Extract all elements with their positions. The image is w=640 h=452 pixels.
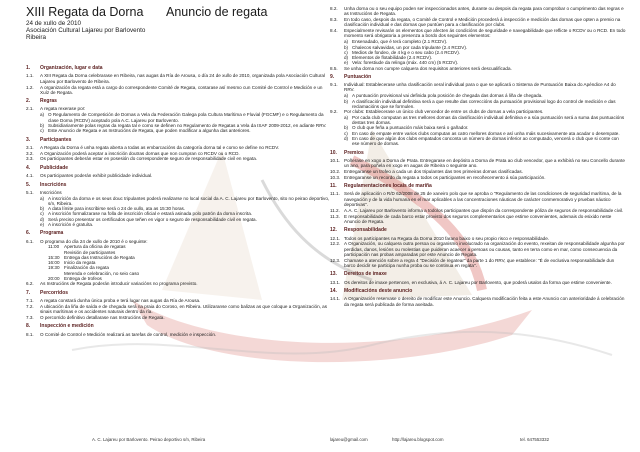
clause xyxy=(26,85,330,96)
clause-text: A Organización poderá aceptar a inscrición doutras dornas que non cumpran co RCDV ou o RCD. xyxy=(40,150,240,156)
clause-text: A ubicación da liña de saída e de chegada será na praia do Coroso, en Ribeira. Utilizaranse como balizas as que coloque a Organización, as sinais marítimas e os accidentes naturais dentro da ría. xyxy=(40,303,328,314)
section-title: Publicidade xyxy=(40,164,69,171)
subclause-text: A data límite para inscribirse será o 24 de xullo, ata as 15:30 horas. xyxy=(48,206,186,212)
left-column-sections xyxy=(26,66,330,337)
right-column-sections xyxy=(330,6,626,307)
subclause-text: O Regulamento de Competición de Dornas a Vela da Federación Galega pola Cultura Marítima e Fluvial (FGCMF) e o Regulamento da clase Dorna (RCDV) aceptado pola A.C. Lajareu por Barlovento. xyxy=(48,112,324,123)
schedule-event: Apertura da oficina de regatas xyxy=(64,244,126,250)
section-number: 10. xyxy=(330,149,337,156)
subclause-text: Elementos de flotabilidade (2.4 RCDV). xyxy=(352,55,433,61)
section-title: Puntuación xyxy=(344,73,372,80)
section-heading xyxy=(330,228,626,233)
clause-text: Chamase a atención sobre a regra 4 "Decisión de regatear" da parte 1 do RRV, que establece: "É de exclusiva responsabilidade dun barco decidir se participa nunha proba ou se continua en regata". xyxy=(344,257,615,269)
section-number: 1. xyxy=(26,65,31,72)
clause xyxy=(26,239,330,244)
section-number: 11. xyxy=(330,183,337,190)
section-number: 7. xyxy=(26,289,31,296)
schedule-event: Revisión de participantes xyxy=(64,249,116,255)
clause-number: 7.1. xyxy=(26,297,34,303)
clause xyxy=(330,258,626,269)
schedule-event: Finalización da regata xyxy=(64,265,109,271)
clause xyxy=(26,332,330,337)
clause-number: 5.1. xyxy=(26,189,34,195)
subclause-letter: b) xyxy=(344,125,349,131)
section-title: Inscricións xyxy=(40,181,67,188)
clause-text: En todo caso, despois da regata, o Comité de Control e Medición procederá á inspección e medición das dornas que opten a premio na clasificación individual e das dornas que puntúen para a clasificación por clubs. xyxy=(344,17,621,28)
subclause-letter: b) xyxy=(344,44,349,50)
subclause xyxy=(40,196,330,207)
clause-number: 10.3. xyxy=(330,174,341,180)
subclause-letter: a) xyxy=(40,195,45,201)
section-heading xyxy=(26,231,330,236)
document-header xyxy=(26,6,330,62)
clause xyxy=(330,175,626,180)
clause xyxy=(330,296,626,307)
subclause-text: Vela: forestiude da relinga (máx. 440 cm) (5 RCDV). xyxy=(352,60,459,66)
clause-text: A Regata da Dorna é unha regata aberta a todas as embarcacións da categoría dorna tal e como se define no RCDV. xyxy=(40,144,280,150)
clause-number: 10.1. xyxy=(330,157,341,163)
clause xyxy=(330,241,626,257)
clause xyxy=(26,106,330,111)
footer-phone: tel. 647553332 xyxy=(520,437,550,442)
section-number: 3. xyxy=(26,136,31,143)
subclause-text: En caso de que algún dos clubs empatados conconta un número de dornas inferior ao computado, vencerá o club que si conte con ese número de dornas. xyxy=(352,135,619,147)
section-heading xyxy=(26,66,330,71)
subclause xyxy=(40,222,330,227)
schedule-time: 19:30 xyxy=(48,265,60,271)
clause xyxy=(330,236,626,241)
left-column xyxy=(26,6,330,337)
subclause-text: O club que feña a puntuación máis baixa será o gañador. xyxy=(352,125,469,131)
clause-text: E responsabilidade de cada barco estar provisto dos seguros complementarios que estime convenientes, ademais do esixido neste Anuncio de Regata. xyxy=(344,213,612,224)
right-column xyxy=(330,6,626,308)
section-title: Regulamentaciones locais de mariña xyxy=(344,183,432,190)
subclause-text: Este Anuncio de Regata e as Instrucións de Regata, que poden modificar a algunha das anteriores. xyxy=(48,128,251,134)
clause-number: 12.2. xyxy=(330,241,341,247)
organizer-name: Asociación Cultural Lajareu por Barlovento xyxy=(26,27,146,34)
section-title: Premios xyxy=(344,149,364,156)
clause-text: A Organización, ou calquera outra persoa ou organismo involucrado na organización do evento, rexeitan de responsabilidade algunha por perdidas, danos, lesións ou molestias que puideran acaecer a persoas ou cousas, tanto en terra como en mar, como consecuencia da participación nas probas amparadas por este Anuncio de Regata. xyxy=(344,241,625,257)
subclause-text: Medios de fondeo, de 4 kg e o seu cabo (2.4 RCDV). xyxy=(352,49,461,55)
section-heading xyxy=(26,166,330,171)
section-heading xyxy=(26,138,330,143)
subclause-text: A inscrición da dorna e os seus douс tripulantes poderá realizarse no local social da A. C. Lajareu por Barlovento, sito no peirao deportivo, s/n, Ribeira. xyxy=(48,195,330,206)
footer-email[interactable]: lajareu@gmail.com xyxy=(330,437,368,442)
clause-number: 1.1. xyxy=(26,73,34,79)
clause-text: A XIII Regata da Dorna celebrarase en Ribeira, nas augas da Ría de Arousa, o día 24 de xullo de 2010, organizada pola Asociación Cultural Lajareu por Barlovento de Ribeira. xyxy=(40,73,325,84)
section-number: 13. xyxy=(330,271,337,278)
clause-text: O percorrido definitivo detallarase nas Instrucións de Regata. xyxy=(40,314,165,320)
subclause xyxy=(40,112,330,123)
footer-address: A. C. Lajareu por Barlovento. Peirao deportivo s/n, Ribeira xyxy=(92,437,206,442)
subclause-letter: a) xyxy=(344,39,349,45)
clause-text: O Comité de Control e Medición realizará as tarefas de control, medición e inspección. xyxy=(40,331,217,337)
clause xyxy=(330,66,626,71)
clause xyxy=(330,191,626,207)
section-number: 9. xyxy=(330,73,335,80)
clause-number: 9.1. xyxy=(330,82,338,88)
clause-number: 1.2. xyxy=(26,84,34,90)
clause-text: Poñerase en xogo a Dorna de Prata. Entregarase en depósito a Dorna de Prata ao club vencedor, que a exhibirá no seu Concello durante un ano, para poñela en xogo en augas de Ribeira o seguinte ano. xyxy=(344,157,625,169)
clause-number: 14.1. xyxy=(330,296,341,302)
section-title: Participantes xyxy=(40,136,72,143)
section-heading xyxy=(26,291,330,296)
clause-number: 3.3. xyxy=(26,156,34,162)
section-heading xyxy=(330,184,626,189)
subclause-text: A puntuación provisional vai definida pola posición de chegada das dornas á liña de chegada. xyxy=(352,93,543,99)
section-heading xyxy=(330,272,626,277)
subclause-text: Chalecos salvavidas, un por cada tripulante (2.4 RCDV). xyxy=(352,44,468,50)
clause-text: A Organización reservase o dereito de modificar este Anuncio. Calquera modificación feita a este Anuncio con anterioridade á celebración da regata será publicada de forma axeitada. xyxy=(344,296,625,307)
subclause-text: A clasificación individual definitiva será a que resulte das correccións da puntuación provisional logo do control de medición e das reclamacións que se formulen. xyxy=(352,98,616,109)
clause-text: Os dereitos de imaxe pertencen, en exclusiva, á A. C. Lajareu por Barlovento, que poderá usalos da forma que estime conveniente. xyxy=(344,279,612,285)
clause-text: Inscricións xyxy=(40,189,62,195)
subclause-letter: e) xyxy=(344,60,349,66)
clause xyxy=(330,280,626,285)
subclause-text: A inscrición é gratuíta. xyxy=(48,221,94,227)
schedule-time: 15:30 xyxy=(48,254,60,260)
clause-text: Especialmente revisarán os elementos que afecten ás condicións de seguridade e navegabilidade que reflicte o RCDV ou o RCD. En todo momento será obrigatoria a presenza a bordo dos seguintes elementos: xyxy=(344,28,626,39)
section-number: 14. xyxy=(330,288,337,295)
clause-number: 6.2. xyxy=(26,281,34,287)
subclause xyxy=(344,136,626,147)
clause-number: 8.2. xyxy=(330,6,338,11)
clause xyxy=(330,214,626,225)
schedule-event: Entrega de trofeos xyxy=(64,275,102,281)
section-heading xyxy=(330,75,626,80)
subclause-text: Subsidiariamente polas regras da regata tal e como se definen no Regulamento de Regatas a Vela da ISAF 2009-2012, en adiante RRV. xyxy=(48,122,327,128)
section-title: Responsabilidade xyxy=(344,227,387,234)
section-heading xyxy=(26,183,330,188)
clause-text: A.A. C. Lajareu por Barlovento informa a todolos participantes que dispón da correspondente póliza de seguros de responsabilidade civil. xyxy=(344,207,624,213)
section-title: Modificacións deste anuncio xyxy=(344,288,413,295)
section-heading xyxy=(330,289,626,294)
schedule-event: Entrega das Instrucións de Regata xyxy=(64,254,135,260)
clause xyxy=(26,145,330,150)
subclause-text: En caso de empate entre varios clubs computan as catro mellores dornas e así unha máis sucesivamente ata acadar o desempate. xyxy=(352,130,620,136)
clause-number: 11.3. xyxy=(330,213,340,219)
clause-text: Os participantes deberán estar en posesión do correspondente seguro de responsabilidade civil en regata. xyxy=(40,156,258,162)
clause-text: Unha dorna ou o seu equipo poden ser inspeccionados antes, durante ou despois da regata para comprobar o cumprimento das regras e as Instrucións de Regata. xyxy=(344,6,624,17)
subclause-letter: d) xyxy=(40,216,45,222)
schedule-event: Merenda e celebración, no seio caso xyxy=(64,270,140,276)
footer-web[interactable]: http://lajareu.blogspot.com xyxy=(392,437,444,442)
subclause-letter: b) xyxy=(344,98,349,104)
clause-text: Por clubs: Establecerase un único club vencedor de entre os clubs de dornas a vela participantes. xyxy=(344,109,544,115)
clause-text: As Instrucións de Regata poderán introducir variacións no programa previsto. xyxy=(40,281,198,287)
section-title: Inspección e medición xyxy=(40,323,94,330)
clause-text: A regata rexerase por: xyxy=(40,106,86,112)
subclause-letter: b) xyxy=(40,206,45,212)
subclause xyxy=(344,115,626,126)
subclause-letter: a) xyxy=(344,93,349,99)
clause-text: A organización da regata está a cargo do correspondente Comité de Regata, contarase así mesmo cun Comité de Control e Medición e un Xuíz de Regata. xyxy=(40,84,323,95)
regatta-date: 24 de xullo de 2010 xyxy=(26,20,81,27)
section-title: Percorridos xyxy=(40,289,69,296)
section-title: Organización, lugar e data xyxy=(40,65,103,72)
section-number: 12. xyxy=(330,227,337,234)
clause-text: Entregaranse un recordo da regata a todos os participantes en recoñecemento á súa participación. xyxy=(344,174,546,180)
clause xyxy=(26,151,330,156)
section-number: 6. xyxy=(26,230,31,237)
clause-number: 7.2. xyxy=(26,303,34,309)
section-title: Regras xyxy=(40,98,57,105)
subclause-letter: e) xyxy=(40,221,45,227)
section-number: 4. xyxy=(26,164,31,171)
section-title: Dereitos de imaxe xyxy=(344,271,387,278)
subclause-letter: a) xyxy=(40,112,45,118)
clause-number: 3.2. xyxy=(26,150,34,156)
schedule-event: Inicio da regata xyxy=(64,260,96,266)
section-heading xyxy=(26,99,330,104)
clause-text: Entregaranse un trofeo a cada un dos tripulantes das tres primeiras dornas clasificadas. xyxy=(344,168,523,174)
clause-text: A regata constará dunha única proba e terá lugar nas augas da Ría de Arousa. xyxy=(40,297,201,303)
schedule-time: 16:00 xyxy=(48,260,60,266)
clause-number: 12.3. xyxy=(330,257,341,263)
clause xyxy=(330,28,626,39)
clause xyxy=(26,190,330,195)
clause-number: 7.3. xyxy=(26,314,34,320)
clause-text: Os participantes poderán exhibir publicidade individual. xyxy=(40,173,153,179)
regatta-place: Ribeira xyxy=(26,34,46,41)
section-number: 5. xyxy=(26,181,31,188)
section-number: 8. xyxy=(26,323,31,330)
clause xyxy=(330,109,626,114)
clause-number: 6.1. xyxy=(26,238,34,244)
clause xyxy=(26,73,330,84)
clause xyxy=(26,173,330,178)
clause xyxy=(26,298,330,303)
clause xyxy=(330,158,626,169)
clause-number: 8.1. xyxy=(26,331,34,337)
subclause-letter: c) xyxy=(344,49,348,55)
subclause-letter: d) xyxy=(344,135,349,141)
clause-text: Individual: Establecerase unha clasificación xeral individual para o que se aplicará o Sistema de Puntuación Baixa do Apéndice A4 do RRV. xyxy=(344,82,616,93)
subclause-text: Será preciso presentar os certificados que teñen en vigor o seguro de responsabilidade civil en regata. xyxy=(48,216,257,222)
clause xyxy=(330,169,626,174)
clause xyxy=(330,6,626,17)
clause-number: 12.1. xyxy=(330,235,341,241)
clause-number: 9.2. xyxy=(330,109,338,115)
clause xyxy=(330,17,626,28)
subclause xyxy=(40,128,330,133)
clause xyxy=(26,315,330,320)
subclause-text: A inscrición formalizarase na folla de inscrición oficial e estará asinada polo patrón da dorna inscrita. xyxy=(48,211,253,217)
subclause-letter: c) xyxy=(40,128,44,134)
clause xyxy=(26,281,330,286)
section-number: 2. xyxy=(26,98,31,105)
clause-number: 4.1. xyxy=(26,173,34,179)
clause xyxy=(330,208,626,213)
subclause-letter: b) xyxy=(40,122,45,128)
schedule-time: 11:00 xyxy=(48,244,60,250)
clause xyxy=(330,82,626,93)
clause-number: 8.4. xyxy=(330,28,338,34)
document-title: Anuncio de regata xyxy=(166,5,268,19)
schedule-time: 20:00 xyxy=(48,275,60,281)
clause-number: 3.1. xyxy=(26,144,34,150)
clause-number: 11.2. xyxy=(330,207,340,213)
subclause xyxy=(344,99,626,110)
clause-text: Se unha dorna non cumpre calquera dos requisitos anteriores será descualificada. xyxy=(344,65,512,71)
clause-text: Todos os participantes na Regata da Dorna 2010 farano baixo o seu propio risco e responsabilidade. xyxy=(344,235,550,241)
clause-number: 13.1. xyxy=(330,279,341,285)
clause-number: 8.3. xyxy=(330,17,338,23)
regatta-title: XIII Regata da Dorna xyxy=(26,5,144,19)
clause-number: 2.1. xyxy=(26,106,34,112)
clause-text: Será de aplicación o R/D 62/2008 de 25 de xaneiro polo que se aproba o "Regulamento de las condiciones de seguridad marítima, de la navegación y de la vida humana en el mar aplicables a las concentraciones náuticas de carácter conmemorativo y pruebas náutico deportivas". xyxy=(344,191,622,207)
clause-text: O programa do día 24 de xullo de 2010 é o seguinte: xyxy=(40,238,148,244)
clause xyxy=(26,304,330,315)
subclause-text: Por cada club computan as tres mellores dornas da clasificación individual definitiva e a súa puntuación será a suma das puntuacións destas tres dornas. xyxy=(352,114,625,126)
clause-number: 8.5. xyxy=(330,65,338,71)
subclause-letter: c) xyxy=(40,211,44,217)
subclause-letter: d) xyxy=(344,55,349,61)
section-heading xyxy=(330,151,626,156)
section-title: Programa xyxy=(40,230,64,237)
clause xyxy=(26,156,330,161)
section-heading xyxy=(26,324,330,329)
clause-number: 11.1. xyxy=(330,191,340,197)
subclause-letter: a) xyxy=(344,114,349,120)
clause-number: 10.2. xyxy=(330,168,341,174)
subclause-letter: c) xyxy=(344,130,348,136)
subclause-text: Ensenadado, que é terá completo (2.1 RCDV). xyxy=(352,39,448,45)
